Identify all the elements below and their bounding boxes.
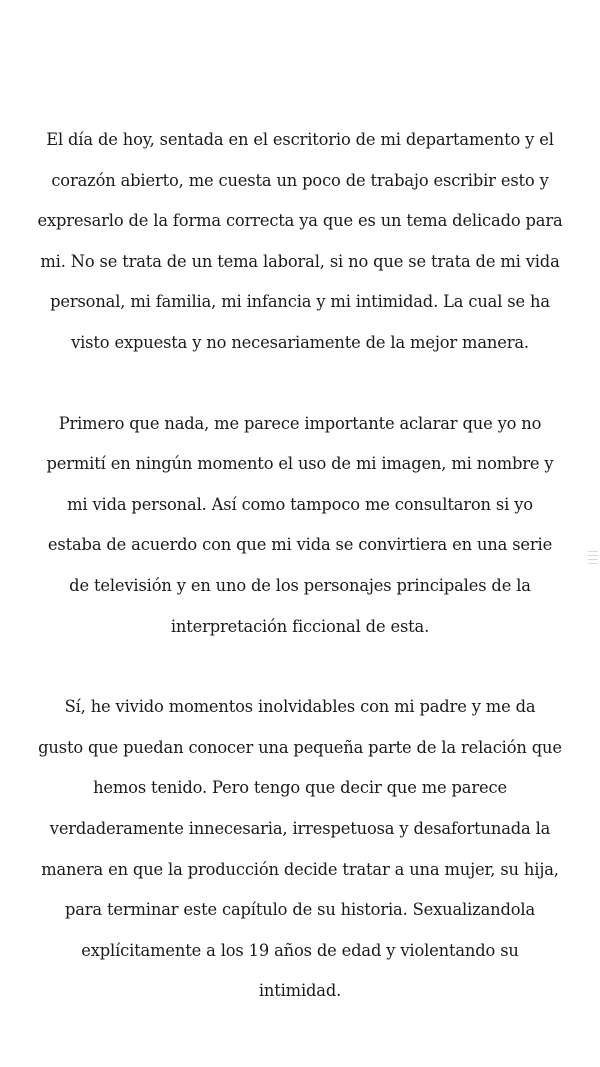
paragraph-2 bbox=[0, 404, 600, 648]
text-line: mi vida personal. Así como tampoco me consultaron si yo bbox=[67, 494, 533, 514]
text-line: El día de hoy, sentada en el escritorio de mi departamento y el bbox=[46, 130, 554, 149]
text-line: estaba de acuerdo con que mi vida se convirtiera en una serie bbox=[47, 535, 553, 555]
text-line: hemos tenido. Pero tengo que decir que me parece bbox=[93, 778, 507, 798]
text-line: manera en que la producción decide tratar a una mujer, su hija, bbox=[41, 859, 559, 879]
text-line: expresarlo de la forma correcta ya que es un tema delicado para bbox=[37, 211, 563, 231]
text-line: intimidad. bbox=[258, 981, 342, 1001]
text-line: verdaderamente innecesaria, irrespetuosa y desafortunada la bbox=[49, 818, 551, 838]
text-line: Sí, he vivido momentos inolvidables con mi padre y me da bbox=[64, 697, 536, 717]
text-line: para terminar este capítulo de su historia. Sexualizandola bbox=[64, 900, 536, 920]
lines-icon-stroke bbox=[588, 563, 598, 564]
text-line: mi. No se trata de un tema laboral, si no que se trata de mi vida bbox=[40, 251, 560, 271]
lines-icon-stroke bbox=[588, 551, 598, 552]
text-line: permití en ningún momento el uso de mi imagen, mi nombre y bbox=[46, 454, 554, 474]
text-line: explícitamente a los 19 años de edad y violentando su bbox=[81, 940, 519, 960]
text-line: Primero que nada, me parece importante aclarar que yo no bbox=[58, 413, 542, 433]
statement-text bbox=[0, 120, 600, 1012]
paragraph-3 bbox=[0, 687, 600, 1012]
text-line: personal, mi familia, mi infancia y mi intimidad. La cual se ha bbox=[50, 292, 550, 312]
text-line: corazón abierto, me cuesta un poco de trabajo escribir esto y bbox=[51, 170, 549, 190]
paragraph-1 bbox=[0, 120, 600, 364]
text-line: gusto que puedan conocer una pequeña parte de la relación que bbox=[38, 737, 562, 757]
text-line: interpretación ficcional de esta. bbox=[170, 616, 430, 636]
lines-icon-stroke bbox=[588, 555, 598, 556]
text-line: de televisión y en uno de los personajes principales de la bbox=[69, 575, 531, 595]
text-line: visto expuesta y no necesariamente de la mejor manera. bbox=[71, 332, 529, 352]
lines-icon-stroke bbox=[588, 559, 598, 560]
lines-icon bbox=[588, 546, 600, 568]
